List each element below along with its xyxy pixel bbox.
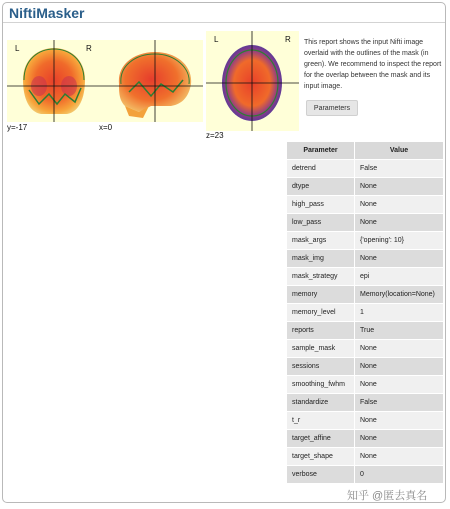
param-name-cell: dtype <box>287 178 355 196</box>
param-value-cell: None <box>355 340 444 358</box>
param-value-cell: None <box>355 178 444 196</box>
param-value-cell: {'opening': 10} <box>355 232 444 250</box>
param-name-cell: detrend <box>287 160 355 178</box>
param-value-cell: False <box>355 394 444 412</box>
param-name-cell: verbose <box>287 466 355 484</box>
param-value-cell: Memory(location=None) <box>355 286 444 304</box>
param-value-cell: None <box>355 358 444 376</box>
table-row <box>287 466 444 484</box>
param-value-cell: None <box>355 376 444 394</box>
axial-coordinate: z=23 <box>206 131 224 140</box>
param-name-cell: mask_strategy <box>287 268 355 286</box>
param-name-cell: high_pass <box>287 196 355 214</box>
param-name-cell: target_shape <box>287 448 355 466</box>
coronal-right-label: R <box>86 44 92 53</box>
report-title: NiftiMasker <box>9 5 85 21</box>
table-row <box>287 304 444 322</box>
param-name-cell: sample_mask <box>287 340 355 358</box>
param-name-cell: t_r <box>287 412 355 430</box>
table-row <box>287 196 444 214</box>
watermark-text: 知乎 @匿去真名 <box>347 490 428 502</box>
param-value-cell: None <box>355 250 444 268</box>
param-value-cell: None <box>355 448 444 466</box>
param-value-cell: True <box>355 322 444 340</box>
table-row <box>287 448 444 466</box>
table-row <box>287 232 444 250</box>
report-panel <box>2 2 446 503</box>
param-name-cell: reports <box>287 322 355 340</box>
header-value: Value <box>355 142 444 160</box>
param-name-cell: memory <box>287 286 355 304</box>
table-row <box>287 358 444 376</box>
param-name-cell: target_affine <box>287 430 355 448</box>
table-row <box>287 322 444 340</box>
axial-left-label: L <box>214 35 219 44</box>
param-value-cell: None <box>355 214 444 232</box>
sagittal-brain-image <box>99 40 203 122</box>
table-header-row <box>287 142 444 160</box>
param-value-cell: 0 <box>355 466 444 484</box>
header-parameter: Parameter <box>287 142 355 160</box>
table-row <box>287 160 444 178</box>
table-row <box>287 394 444 412</box>
param-name-cell: mask_img <box>287 250 355 268</box>
coronal-coordinate: y=-17 <box>7 123 28 132</box>
param-name-cell: smoothing_fwhm <box>287 376 355 394</box>
table-row <box>287 412 444 430</box>
param-value-cell: None <box>355 430 444 448</box>
param-name-cell: standardize <box>287 394 355 412</box>
axial-brain-image <box>206 31 299 131</box>
param-value-cell: epi <box>355 268 444 286</box>
table-row <box>287 340 444 358</box>
sagittal-coordinate: x=0 <box>99 123 113 132</box>
coronal-left-label: L <box>15 44 20 53</box>
table-row <box>287 268 444 286</box>
table-row <box>287 250 444 268</box>
table-row <box>287 430 444 448</box>
table-row <box>287 214 444 232</box>
param-value-cell: 1 <box>355 304 444 322</box>
table-row <box>287 178 444 196</box>
param-name-cell: sessions <box>287 358 355 376</box>
sagittal-view <box>99 40 203 122</box>
param-value-cell: None <box>355 412 444 430</box>
parameters-table <box>286 141 444 484</box>
coronal-view <box>7 40 101 122</box>
table-row <box>287 286 444 304</box>
title-divider <box>3 22 445 23</box>
table-row <box>287 376 444 394</box>
param-name-cell: low_pass <box>287 214 355 232</box>
param-value-cell: None <box>355 196 444 214</box>
param-value-cell: False <box>355 160 444 178</box>
axial-right-label: R <box>285 35 291 44</box>
axial-view <box>206 31 299 131</box>
parameters-button[interactable]: Parameters <box>306 100 358 116</box>
param-name-cell: mask_args <box>287 232 355 250</box>
report-description: This report shows the input Nifti image overlaid with the outlines of the mask (in green). We recommend to inspect the report for the overlap between the mask and its input image. <box>304 39 442 90</box>
param-name-cell: memory_level <box>287 304 355 322</box>
